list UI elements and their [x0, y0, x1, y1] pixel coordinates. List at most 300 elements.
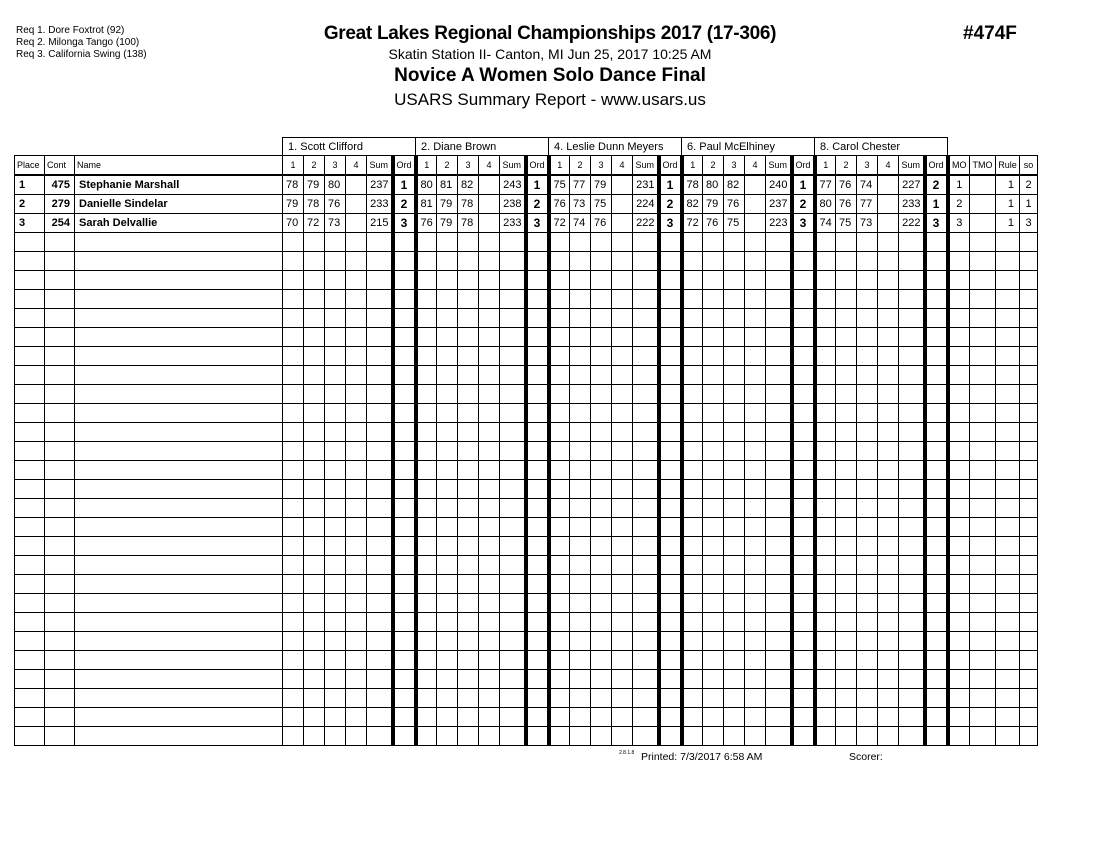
empty-cell [75, 537, 283, 556]
empty-cell [346, 404, 367, 423]
empty-cell [45, 366, 75, 385]
empty-cell [899, 480, 925, 499]
empty-cell [948, 556, 970, 575]
empty-cell [283, 670, 304, 689]
empty-cell [815, 613, 836, 632]
sum-cell: 222 [633, 214, 659, 233]
empty-cell [745, 423, 766, 442]
empty-cell [346, 347, 367, 366]
empty-cell [500, 651, 526, 670]
empty-cell [745, 689, 766, 708]
empty-cell [526, 328, 549, 347]
col-header-judge2-3: 3 [458, 156, 479, 176]
empty-cell [416, 461, 437, 480]
empty-cell [724, 537, 745, 556]
empty-cell [925, 613, 948, 632]
empty-cell [416, 708, 437, 727]
empty-cell [416, 290, 437, 309]
empty-cell [570, 328, 591, 347]
empty-cell [437, 385, 458, 404]
empty-cell [899, 233, 925, 252]
empty-cell [416, 366, 437, 385]
sum-cell: 237 [766, 195, 792, 214]
so-cell: 1 [1020, 195, 1038, 214]
empty-cell [703, 499, 724, 518]
col-header-judge5-sum: Sum [899, 156, 925, 176]
empty-cell [970, 480, 996, 499]
empty-cell [925, 575, 948, 594]
empty-cell [283, 689, 304, 708]
empty-cell [500, 480, 526, 499]
empty-cell [570, 290, 591, 309]
empty-cell [325, 651, 346, 670]
empty-cell [437, 480, 458, 499]
empty-cell [479, 347, 500, 366]
empty-row [15, 252, 1038, 271]
empty-row [15, 556, 1038, 575]
empty-cell [878, 404, 899, 423]
empty-cell [659, 499, 682, 518]
empty-cell [948, 290, 970, 309]
empty-cell [367, 575, 393, 594]
empty-cell [996, 518, 1020, 537]
empty-cell [549, 385, 570, 404]
empty-cell [878, 309, 899, 328]
empty-cell [15, 252, 45, 271]
empty-cell [724, 385, 745, 404]
empty-cell [45, 708, 75, 727]
ordinal-cell: 1 [792, 175, 815, 195]
empty-cell [703, 632, 724, 651]
empty-cell [45, 347, 75, 366]
empty-cell [766, 689, 792, 708]
empty-cell [878, 632, 899, 651]
empty-cell [437, 309, 458, 328]
empty-cell [526, 632, 549, 651]
score-cell: 79 [591, 175, 612, 195]
empty-cell [479, 328, 500, 347]
empty-cell [633, 233, 659, 252]
empty-cell [15, 271, 45, 290]
empty-cell [15, 689, 45, 708]
empty-cell [792, 328, 815, 347]
empty-cell [612, 271, 633, 290]
empty-cell [612, 347, 633, 366]
empty-cell [304, 423, 325, 442]
empty-cell [500, 404, 526, 423]
empty-cell [899, 594, 925, 613]
score-cell: 78 [304, 195, 325, 214]
empty-cell [970, 328, 996, 347]
score-cell: 78 [458, 195, 479, 214]
empty-cell [745, 366, 766, 385]
empty-cell [75, 233, 283, 252]
empty-cell [612, 328, 633, 347]
empty-cell [766, 252, 792, 271]
empty-cell [304, 366, 325, 385]
empty-cell [75, 727, 283, 746]
empty-cell [75, 689, 283, 708]
empty-cell [948, 423, 970, 442]
empty-cell [633, 556, 659, 575]
empty-cell [75, 632, 283, 651]
empty-cell [325, 594, 346, 613]
empty-cell [458, 499, 479, 518]
empty-cell [925, 499, 948, 518]
empty-cell [948, 404, 970, 423]
empty-cell [682, 594, 703, 613]
empty-cell [766, 461, 792, 480]
empty-cell [724, 461, 745, 480]
empty-cell [857, 271, 878, 290]
empty-cell [682, 252, 703, 271]
empty-cell [304, 708, 325, 727]
empty-cell [15, 556, 45, 575]
empty-cell [15, 423, 45, 442]
empty-cell [703, 423, 724, 442]
empty-cell [612, 461, 633, 480]
empty-cell [815, 556, 836, 575]
empty-cell [1020, 708, 1038, 727]
empty-cell [659, 290, 682, 309]
score-cell [479, 195, 500, 214]
empty-cell [479, 575, 500, 594]
col-header-judge1-4: 4 [346, 156, 367, 176]
empty-cell [367, 594, 393, 613]
empty-cell [283, 385, 304, 404]
empty-cell [836, 613, 857, 632]
empty-cell [996, 461, 1020, 480]
empty-cell [745, 556, 766, 575]
empty-row [15, 271, 1038, 290]
empty-cell [325, 556, 346, 575]
empty-cell [745, 385, 766, 404]
empty-cell [15, 613, 45, 632]
empty-cell [899, 651, 925, 670]
empty-cell [724, 442, 745, 461]
empty-cell [591, 575, 612, 594]
empty-cell [612, 632, 633, 651]
empty-cell [549, 518, 570, 537]
empty-cell [393, 499, 416, 518]
empty-cell [75, 594, 283, 613]
empty-cell [526, 480, 549, 499]
empty-cell [570, 252, 591, 271]
empty-cell [792, 537, 815, 556]
empty-cell [612, 252, 633, 271]
empty-cell [570, 423, 591, 442]
empty-cell [325, 537, 346, 556]
empty-cell [815, 632, 836, 651]
empty-cell [612, 290, 633, 309]
empty-cell [500, 252, 526, 271]
empty-cell [416, 385, 437, 404]
empty-cell [724, 480, 745, 499]
empty-cell [458, 385, 479, 404]
empty-cell [633, 404, 659, 423]
empty-cell [526, 347, 549, 366]
empty-cell [836, 480, 857, 499]
empty-cell [15, 594, 45, 613]
empty-cell [393, 651, 416, 670]
empty-cell [633, 594, 659, 613]
empty-cell [15, 366, 45, 385]
empty-cell [437, 537, 458, 556]
empty-cell [857, 632, 878, 651]
empty-cell [857, 689, 878, 708]
empty-cell [682, 499, 703, 518]
empty-cell [304, 556, 325, 575]
empty-cell [367, 271, 393, 290]
empty-cell [549, 252, 570, 271]
empty-cell [815, 461, 836, 480]
empty-cell [948, 385, 970, 404]
empty-cell [682, 461, 703, 480]
empty-cell [15, 670, 45, 689]
empty-cell [416, 613, 437, 632]
empty-cell [633, 271, 659, 290]
empty-cell [612, 499, 633, 518]
empty-row [15, 404, 1038, 423]
empty-cell [1020, 575, 1038, 594]
empty-cell [346, 309, 367, 328]
empty-cell [325, 385, 346, 404]
empty-cell [500, 632, 526, 651]
empty-cell [393, 252, 416, 271]
empty-cell [15, 632, 45, 651]
empty-cell [75, 385, 283, 404]
empty-cell [393, 385, 416, 404]
score-cell: 81 [437, 175, 458, 195]
empty-cell [682, 689, 703, 708]
score-cell: 74 [570, 214, 591, 233]
empty-cell [745, 309, 766, 328]
empty-cell [899, 613, 925, 632]
col-header-judge5-4: 4 [878, 156, 899, 176]
empty-cell [570, 556, 591, 575]
empty-cell [479, 233, 500, 252]
empty-cell [346, 613, 367, 632]
empty-cell [45, 575, 75, 594]
empty-cell [458, 442, 479, 461]
ordinal-cell: 3 [659, 214, 682, 233]
empty-cell [75, 423, 283, 442]
empty-cell [703, 689, 724, 708]
empty-cell [570, 632, 591, 651]
empty-cell [367, 480, 393, 499]
empty-cell [570, 309, 591, 328]
empty-cell [393, 290, 416, 309]
ordinal-cell: 1 [925, 195, 948, 214]
empty-cell [857, 385, 878, 404]
empty-cell [591, 404, 612, 423]
empty-cell [925, 328, 948, 347]
empty-cell [970, 594, 996, 613]
empty-cell [1020, 499, 1038, 518]
empty-cell [393, 366, 416, 385]
empty-cell [996, 480, 1020, 499]
score-cell: 76 [549, 195, 570, 214]
empty-cell [15, 537, 45, 556]
empty-cell [899, 461, 925, 480]
empty-cell [570, 537, 591, 556]
empty-cell [591, 594, 612, 613]
empty-cell [45, 423, 75, 442]
empty-cell [479, 594, 500, 613]
empty-cell [549, 670, 570, 689]
empty-cell [857, 290, 878, 309]
empty-cell [416, 670, 437, 689]
empty-cell [633, 670, 659, 689]
empty-cell [325, 727, 346, 746]
empty-cell [15, 708, 45, 727]
empty-cell [724, 613, 745, 632]
empty-cell [836, 651, 857, 670]
empty-cell [836, 366, 857, 385]
empty-cell [659, 537, 682, 556]
empty-cell [591, 252, 612, 271]
empty-cell [416, 423, 437, 442]
empty-cell [682, 309, 703, 328]
empty-cell [612, 385, 633, 404]
empty-cell [283, 499, 304, 518]
empty-cell [899, 442, 925, 461]
empty-cell [45, 727, 75, 746]
empty-cell [549, 271, 570, 290]
empty-cell [766, 651, 792, 670]
column-header-row [15, 156, 1038, 176]
empty-cell [724, 328, 745, 347]
empty-cell [948, 328, 970, 347]
col-header-judge5-3: 3 [857, 156, 878, 176]
empty-row [15, 651, 1038, 670]
empty-cell [633, 290, 659, 309]
empty-cell [283, 708, 304, 727]
empty-cell [878, 613, 899, 632]
empty-cell [612, 309, 633, 328]
empty-cell [659, 309, 682, 328]
empty-cell [393, 518, 416, 537]
empty-cell [925, 632, 948, 651]
empty-cell [367, 651, 393, 670]
empty-cell [367, 347, 393, 366]
empty-cell [526, 385, 549, 404]
empty-cell [416, 632, 437, 651]
empty-cell [367, 328, 393, 347]
score-cell: 76 [416, 214, 437, 233]
score-cell [745, 214, 766, 233]
sum-cell: 227 [899, 175, 925, 195]
empty-cell [878, 423, 899, 442]
empty-cell [15, 499, 45, 518]
empty-cell [526, 708, 549, 727]
empty-cell [591, 480, 612, 499]
requirement-3: Req 3. California Swing (138) [16, 49, 147, 60]
score-cell: 82 [458, 175, 479, 195]
empty-cell [367, 689, 393, 708]
empty-cell [745, 480, 766, 499]
empty-cell [304, 252, 325, 271]
skater-name-cell: Danielle Sindelar [75, 195, 283, 214]
score-cell [346, 214, 367, 233]
empty-cell [857, 461, 878, 480]
empty-cell [479, 480, 500, 499]
empty-row [15, 537, 1038, 556]
empty-cell [1020, 328, 1038, 347]
empty-cell [682, 442, 703, 461]
empty-cell [479, 537, 500, 556]
empty-cell [612, 366, 633, 385]
col-header-judge5-ord: Ord [925, 156, 948, 176]
empty-cell [682, 708, 703, 727]
empty-cell [659, 347, 682, 366]
required-dances-list [16, 25, 147, 61]
empty-cell [815, 727, 836, 746]
empty-cell [570, 708, 591, 727]
empty-cell [792, 347, 815, 366]
empty-cell [878, 328, 899, 347]
empty-cell [996, 347, 1020, 366]
empty-cell [925, 252, 948, 271]
empty-cell [703, 347, 724, 366]
empty-cell [570, 613, 591, 632]
empty-cell [346, 594, 367, 613]
empty-cell [304, 689, 325, 708]
empty-cell [15, 233, 45, 252]
empty-cell [549, 423, 570, 442]
competitor-number-cell: 254 [45, 214, 75, 233]
empty-cell [45, 518, 75, 537]
empty-row [15, 461, 1038, 480]
empty-cell [458, 290, 479, 309]
empty-cell [325, 423, 346, 442]
empty-cell [591, 233, 612, 252]
empty-cell [745, 613, 766, 632]
empty-cell [766, 518, 792, 537]
score-cell: 74 [815, 214, 836, 233]
empty-cell [570, 385, 591, 404]
empty-cell [745, 727, 766, 746]
empty-cell [500, 290, 526, 309]
empty-cell [703, 461, 724, 480]
empty-cell [570, 404, 591, 423]
empty-cell [304, 290, 325, 309]
col-header-judge3-1: 1 [549, 156, 570, 176]
empty-cell [815, 651, 836, 670]
empty-cell [659, 404, 682, 423]
empty-cell [346, 423, 367, 442]
empty-cell [766, 632, 792, 651]
empty-cell [703, 290, 724, 309]
empty-cell [633, 727, 659, 746]
empty-cell [283, 556, 304, 575]
empty-cell [1020, 556, 1038, 575]
score-cell [612, 195, 633, 214]
empty-cell [591, 442, 612, 461]
empty-cell [367, 632, 393, 651]
empty-cell [792, 252, 815, 271]
empty-cell [45, 442, 75, 461]
empty-cell [437, 290, 458, 309]
empty-cell [836, 442, 857, 461]
empty-cell [724, 404, 745, 423]
empty-cell [367, 613, 393, 632]
empty-cell [682, 328, 703, 347]
empty-cell [815, 689, 836, 708]
empty-cell [437, 423, 458, 442]
empty-cell [549, 632, 570, 651]
empty-cell [745, 442, 766, 461]
